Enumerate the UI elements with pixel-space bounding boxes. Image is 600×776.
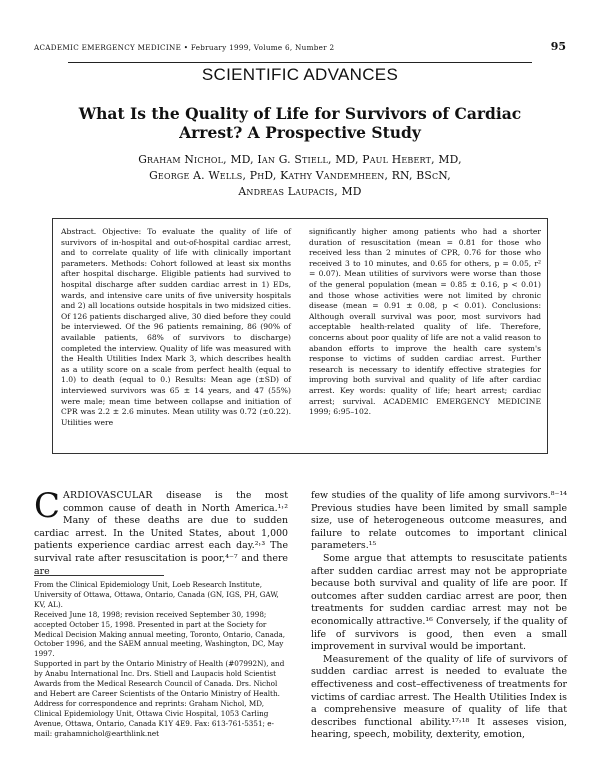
- body-paragraph: Some argue that attempts to resuscitate patients after sudden cardiac arrest may not be appropriate because both survival and quality of life are poor. If outcomes after sudden cardiac arrest are poor, then treatments for sudden cardiac arrest may not be economically attractive.¹⁶ Conversely, if the quality of life of survivors is good, then even a small improvement in survival would be important.: [311, 552, 567, 653]
- journal-running-title: ACADEMIC EMERGENCY MEDICINE • February 1999, Volume 6, Number 2: [34, 43, 335, 52]
- body-column-right: [311, 490, 567, 742]
- footnote-correspondence: Address for correspondence and reprints: Graham Nichol, MD, Clinical Epidemiology Unit, Ottawa Civic Hospital, 1053 Carling Avenue, Ottawa, Ontario, Canada K1Y 4E9. Fax: 613-761-5351; e-mail: grahamnichol@earthlink.net: [34, 698, 274, 738]
- section-heading: [68, 62, 532, 85]
- running-header: [34, 40, 566, 54]
- lead-in-caps: ARDIOVASCULAR: [63, 490, 153, 501]
- footnote-received: Received June 18, 1998; revision received September 30, 1998; accepted October 15, 1998. Presented in part at the Society for Medical Decision Making annual meeting, Toronto, Ontario, Canada, October 1996, and the SAEM annual meeting, Washington, DC, May 1997.: [34, 609, 286, 659]
- author-line: Andreas Laupacis, MD: [238, 185, 362, 198]
- author-line: George A. Wells, PhD, Kathy Vandemheen, RN, BScN,: [149, 169, 451, 182]
- footnote-support: Supported in part by the Ontario Ministry of Health (#07992N), and by Anabu International Inc. Drs. Stiell and Laupacis hold Scientist Awards from the Medical Research Council of Canada. Drs. Nichol and Hebert are Career Scientists of the Ontario Ministry of Health.: [34, 659, 285, 698]
- body-paragraph: few studies of the quality of life among survivors.⁸⁻¹⁴ Previous studies have been limited by small sample size, use of heterogeneous outcome measures, and failure to relate outcomes to important clinical parameters.¹⁵: [311, 490, 567, 552]
- footnotes: [34, 580, 288, 739]
- intro-text: disease is the most common cause of death in North America.¹˒² Many of these deaths are due to sudden cardiac arrest. In the United States, about 1,000 patients experience cardiac arrest each day.²˒³ The survival rate after resuscitation is poor,⁴⁻⁷ and there are: [34, 490, 288, 577]
- article-title: What Is the Quality of Life for Survivors of Cardiac Arrest? A Prospective Study: [78, 104, 522, 142]
- abstract-column-right: significantly higher among patients who had a shorter duration of resuscitation (mean = 0.81 for those who received less than 2 minutes of CPR, 0.76 for those who received 3 to 10 minutes, and 0.65 for others, p = 0.05, r² = 0.07). Mean utilities of survivors were worse than those of the general population (mean = 0.85 ± 0.16, p < 0.01) and those whose activities were not limited by chronic disease (mean = 0.91 ± 0.08, p < 0.01). Conclusions: Although overall survival was poor, most survivors had acceptable health-related quality of life. Therefore, concerns about poor quality of life are not a valid reason to abandon efforts to improve the health care system's response to victims of sudden cardiac arrest. Further research is necessary to identify effective strategies for improving both survival and quality of life after cardiac arrest. Key words: quality of life; heart arrest; cardiac arrest; survival. ACADEMIC EMERGENCY MEDICINE 1999; 6:95–102.: [309, 227, 541, 417]
- intro-paragraph: [34, 486, 288, 578]
- drop-cap: C: [34, 486, 61, 526]
- abstract-column-left: Abstract. Objective: To evaluate the quality of life of survivors of in-hospital and out-of-hospital cardiac arrest, and to correlate quality of life with clinically important parameters. Methods: Cohort followed at least six months after hospital discharge. Eligible patients had survived to hospital discharge after sudden cardiac arrest in 1) EDs, wards, and intensive care units of five university hospitals and 2) all locations outside hospitals in two midsized cities. Of 126 patients discharged alive, 30 died before they could be interviewed. Of the 96 patients remaining, 86 (90% of available patients, 68% of survivors to discharge) completed the interview. Quality of life was measured with the Health Utilities Index Mark 3, which describes health as a utility score on a scale from perfect health (equal to 1.0) to death (equal to 0.) Results: Mean age (±SD) of interviewed survivors was 65 ± 14 years, and 47 (55%) were male; mean time between collapse and initiation of CPR was 2.2 ± 2.6 minutes. Mean utility was 0.72 (±0.22). Utilities were: [61, 227, 291, 427]
- footnote-rule: [34, 575, 164, 576]
- author-list: [50, 152, 550, 200]
- section-label: SCIENTIFIC ADVANCES: [201, 65, 399, 84]
- footnote-affiliation: From the Clinical Epidemiology Unit, Loeb Research Institute, University of Ottawa, Ottawa, Ontario, Canada (GN, IGS, PH, GAW, KV, AL).: [34, 580, 279, 609]
- body-column-left: [34, 486, 288, 578]
- page-number: 95: [550, 40, 566, 53]
- abstract-box: [52, 218, 548, 454]
- body-paragraph: Measurement of the quality of life of survivors of sudden cardiac arrest is needed to evaluate the effectiveness and cost–effectiveness of treatments for victims of cardiac arrest. The Health Utilities Index is a comprehensive measure of quality of life that describes functional ability.¹⁷˒¹⁸ It asseses vision, hearing, speech, mobility, dexterity, emotion,: [311, 653, 567, 741]
- author-line: Graham Nichol, MD, Ian G. Stiell, MD, Paul Hebert, MD,: [138, 153, 462, 166]
